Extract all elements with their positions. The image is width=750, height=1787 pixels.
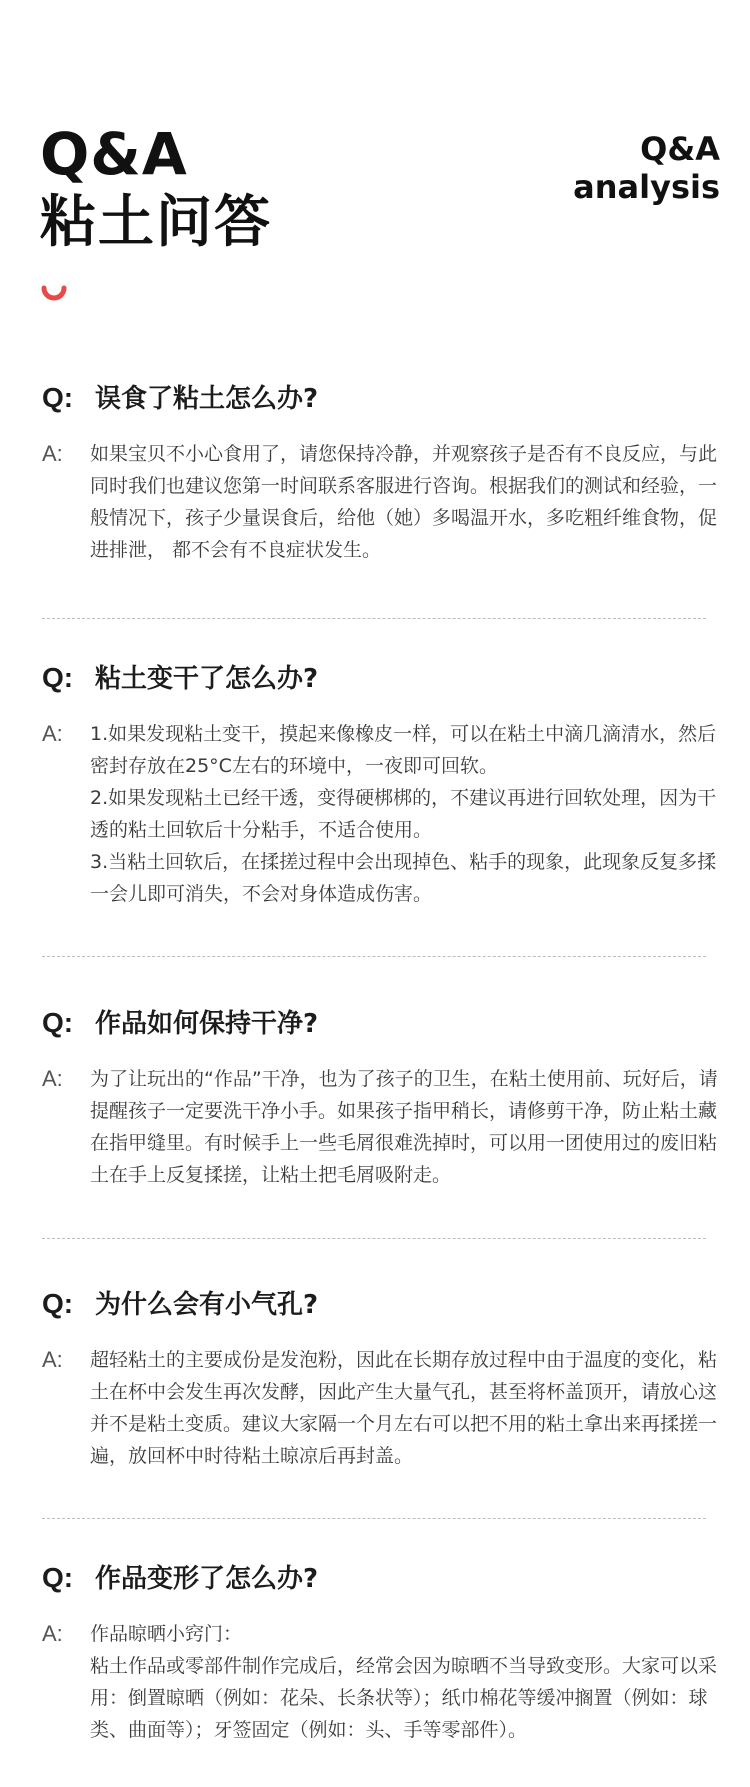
a-label: A: — [42, 1066, 63, 1091]
question — [42, 660, 722, 697]
answer — [42, 1618, 722, 1746]
q-label: Q: — [42, 662, 74, 693]
a-label: A: — [42, 441, 63, 466]
answer-paragraph: 粘土作品或零部件制作完成后，经常会因为晾晒不当导致变形。大家可以采用：倒置晾晒（例如：花朵、长条状等）；纸巾棉花等缓冲搁置（例如：球类、曲面等）；牙签固定（例如：头、手等零部件）。 — [90, 1655, 718, 1741]
answer-paragraph: 作品晾晒小窍门： — [90, 1623, 243, 1645]
question-text: 为什么会有小气孔? — [95, 1290, 319, 1320]
q-label: Q: — [42, 1288, 74, 1319]
question — [42, 1286, 722, 1323]
question — [42, 1560, 722, 1597]
a-label: A: — [42, 1621, 63, 1646]
q-label: Q: — [42, 382, 74, 413]
page-title: 粘土问答 — [40, 190, 272, 255]
header-subtitle — [573, 130, 720, 206]
question-text: 作品如何保持干净? — [95, 1009, 319, 1039]
answer-body — [90, 438, 722, 566]
answer-body — [90, 1618, 722, 1746]
a-label: A: — [42, 721, 63, 746]
answer-paragraph: 3.当粘土回软后，在揉搓过程中会出现掉色、粘手的现象，此现象反复多揉一会儿即可消失，不会对身体造成伤害。 — [90, 851, 717, 905]
question-text: 作品变形了怎么办? — [95, 1564, 319, 1594]
divider — [42, 618, 706, 619]
question-text: 误食了粘土怎么办? — [95, 384, 319, 414]
answer-paragraph: 超轻粘土的主要成份是发泡粉，因此在长期存放过程中由于温度的变化，粘土在杯中会发生再次发酵，因此产生大量气孔，甚至将杯盖顶开，请放心这并不是粘土变质。建议大家隔一个月左右可以把不用的粘土拿出来再揉搓一遍，放回杯中时待粘土晾凉后再封盖。 — [90, 1349, 718, 1467]
faq-item — [42, 1286, 722, 1472]
divider — [42, 1238, 706, 1239]
question — [42, 380, 722, 417]
faq-item — [42, 1560, 722, 1746]
divider — [42, 1518, 706, 1519]
header-subtitle-line2: analysis — [573, 168, 720, 206]
question — [42, 1005, 722, 1042]
answer-body — [90, 1063, 722, 1191]
answer-paragraph: 为了让玩出的“作品”干净，也为了孩子的卫生，在粘土使用前、玩好后，请提醒孩子一定要洗干净小手。如果孩子指甲稍长，请修剪干净，防止粘土藏在指甲缝里。有时候手上一些毛屑很难洗掉时，可以用一团使用过的废旧粘土在手上反复揉搓，让粘土把毛屑吸附走。 — [90, 1068, 718, 1186]
answer — [42, 718, 722, 910]
answer-body — [90, 1344, 722, 1472]
answer-paragraph: 1.如果发现粘土变干，摸起来像橡皮一样，可以在粘土中滴几滴清水，然后密封存放在25°C左右的环境中，一夜即可回软。 — [90, 723, 717, 777]
faq-item — [42, 1005, 722, 1191]
answer-paragraph: 如果宝贝不小心食用了，请您保持冷静，并观察孩子是否有不良反应，与此同时我们也建议您第一时间联系客服进行咨询。根据我们的测试和经验，一般情况下，孩子少量误食后，给他（她）多喝温开水，多吃粗纤维食物，促进排泄， 都不会有不良症状发生。 — [90, 443, 718, 561]
answer — [42, 438, 722, 566]
header-subtitle-line1: Q&A — [640, 130, 720, 168]
question-text: 粘土变干了怎么办? — [95, 664, 319, 694]
a-label: A: — [42, 1347, 63, 1372]
page-title-en: Q&A — [40, 120, 188, 188]
faq-item — [42, 660, 722, 910]
accent-arc-icon — [41, 282, 67, 308]
q-label: Q: — [42, 1007, 74, 1038]
answer — [42, 1344, 722, 1472]
answer — [42, 1063, 722, 1191]
q-label: Q: — [42, 1562, 74, 1593]
answer-body — [90, 718, 722, 910]
answer-paragraph: 2.如果发现粘土已经干透，变得硬梆梆的，不建议再进行回软处理，因为干透的粘土回软后十分粘手，不适合使用。 — [90, 787, 717, 841]
divider — [42, 956, 706, 957]
faq-item — [42, 380, 722, 566]
